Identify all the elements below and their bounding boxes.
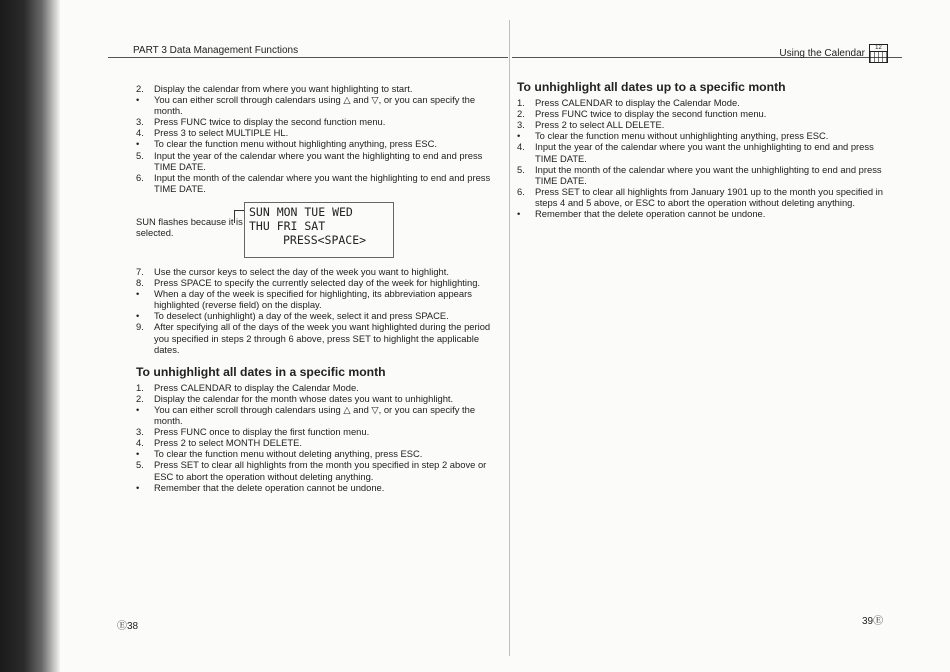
right-column xyxy=(517,82,887,219)
list-marker: 3. xyxy=(136,116,144,128)
list-item xyxy=(136,83,506,94)
list-marker: 5. xyxy=(136,149,144,161)
list-marker: 6. xyxy=(517,185,525,197)
list-item xyxy=(136,277,506,288)
list-text: Input the year of the calendar where you want the highlighting to end and press TIME DATE. xyxy=(154,149,483,172)
display-callout xyxy=(136,198,506,260)
list-text: To deselect (unhighlight) a day of the week, select it and press SPACE. xyxy=(154,310,449,322)
list-text: Press FUNC twice to display the second function menu. xyxy=(535,108,767,120)
list-marker: 9. xyxy=(136,321,144,333)
list-item xyxy=(136,426,506,437)
list-marker: • xyxy=(136,448,140,460)
list-item xyxy=(517,208,887,219)
scan-edge xyxy=(0,0,60,672)
list-marker: • xyxy=(136,481,140,493)
list-item xyxy=(517,119,887,130)
list-text: You can either scroll through calendars using △ and ▽, or you can specify the month. xyxy=(154,94,476,117)
header-left: PART 3 Data Management Functions xyxy=(133,45,299,56)
list-text: Display the calendar from where you want highlighting to start. xyxy=(154,83,413,94)
list-marker: 7. xyxy=(136,265,144,277)
list-item xyxy=(136,288,506,310)
list-item xyxy=(517,97,887,108)
list-text: When a day of the week is specified for highlighting, its abbreviation appears highlighted (reverse field) on the display. xyxy=(154,288,472,311)
lcd-line-3: PRESS<SPACE> xyxy=(283,232,367,247)
list-text: Press 3 to select MULTIPLE HL. xyxy=(154,127,289,139)
list-item xyxy=(136,404,506,426)
list-marker: 2. xyxy=(136,392,144,404)
left-later-list xyxy=(136,266,506,355)
list-item xyxy=(136,393,506,404)
left-column xyxy=(136,83,506,493)
list-marker: 3. xyxy=(517,119,525,131)
list-text: Press 2 to select MONTH DELETE. xyxy=(154,437,302,449)
list-item xyxy=(136,482,506,493)
list-item xyxy=(136,127,506,138)
right-section-list xyxy=(517,97,887,219)
list-marker: • xyxy=(136,138,140,150)
list-text: To clear the function menu without highlighting anything, press ESC. xyxy=(154,138,437,150)
list-marker: 5. xyxy=(517,163,525,175)
header-right xyxy=(779,44,888,63)
list-marker: • xyxy=(136,403,140,415)
list-text: To clear the function menu without unhighlighting anything, press ESC. xyxy=(535,130,829,142)
list-marker: • xyxy=(517,208,521,220)
list-marker: 2. xyxy=(517,108,525,120)
callout-label: SUN flashes because it is selected. xyxy=(136,215,243,238)
header-rule-left xyxy=(108,57,508,58)
page-gutter xyxy=(509,20,510,656)
list-item xyxy=(136,138,506,149)
list-text: Press SET to clear all highlights from the month you specified in step 2 above or ESC to abort the operation without deleting anything. xyxy=(154,459,487,482)
header-right-label: Using the Calendar xyxy=(779,48,865,59)
calendar-icon: 12 xyxy=(869,44,888,63)
list-marker: 4. xyxy=(136,127,144,139)
list-text: Press FUNC once to display the first function menu. xyxy=(154,426,370,438)
list-marker: 6. xyxy=(136,171,144,183)
list-text: Press SET to clear all highlights from January 1901 up to the month you specified in steps 4 and 5 above, or ESC to abort the operation without deleting anything. xyxy=(535,185,883,208)
list-item xyxy=(136,266,506,277)
list-text: Press FUNC twice to display the second function menu. xyxy=(154,116,386,128)
list-text: Press CALENDAR to display the Calendar Mode. xyxy=(154,381,359,393)
list-marker: 8. xyxy=(136,277,144,289)
list-text: Input the year of the calendar where you want the unhighlighting to end and press TIME DATE. xyxy=(535,141,874,164)
lcd-line-1: SUN MON TUE WED xyxy=(249,204,353,219)
lcd-screen xyxy=(244,202,394,258)
list-text: After specifying all of the days of the week you want highlighted during the period you specified in steps 2 through 6 above, press SET to highlight the applicable dates. xyxy=(154,321,491,355)
list-marker: 3. xyxy=(136,426,144,438)
list-item xyxy=(136,94,506,116)
lcd-line-2: THU FRI SAT xyxy=(249,218,326,233)
list-marker: • xyxy=(517,130,521,142)
list-text: Input the month of the calendar where you want the highlighting to end and press TIME DATE. xyxy=(154,171,491,194)
list-item xyxy=(136,116,506,127)
list-marker: 1. xyxy=(136,381,144,393)
list-item xyxy=(136,459,506,481)
list-marker: 4. xyxy=(136,437,144,449)
right-section-title: To unhighlight all dates up to a specific month xyxy=(517,80,786,94)
list-marker: 5. xyxy=(136,459,144,471)
list-item xyxy=(136,310,506,321)
list-item xyxy=(136,150,506,172)
list-text: Input the month of the calendar where you want the unhighlighting to end and press TIME DATE. xyxy=(535,163,882,186)
page-number-right: 39Ⓔ xyxy=(862,616,884,627)
list-text: Display the calendar for the month whose dates you want to unhighlight. xyxy=(154,392,454,404)
list-item xyxy=(517,141,887,163)
list-text: Press CALENDAR to display the Calendar Mode. xyxy=(535,97,740,109)
list-item xyxy=(517,164,887,186)
left-intro-list xyxy=(136,83,506,194)
list-item xyxy=(136,172,506,194)
list-item xyxy=(136,437,506,448)
page-number-left: Ⓔ38 xyxy=(117,621,139,632)
list-marker: 1. xyxy=(517,97,525,109)
left-section-list xyxy=(136,382,506,493)
list-item xyxy=(136,321,506,354)
list-text: Use the cursor keys to select the day of the week you want to highlight. xyxy=(154,265,449,277)
list-text: Remember that the delete operation cannot be undone. xyxy=(154,481,385,493)
list-item xyxy=(517,186,887,208)
list-text: Remember that the delete operation cannot be undone. xyxy=(535,208,766,220)
list-marker: • xyxy=(136,94,140,106)
left-section-title: To unhighlight all dates in a specific month xyxy=(136,364,386,379)
list-item xyxy=(136,382,506,393)
list-marker: 4. xyxy=(517,141,525,153)
list-item xyxy=(517,108,887,119)
list-item xyxy=(517,130,887,141)
list-item xyxy=(136,448,506,459)
list-marker: • xyxy=(136,288,140,300)
list-marker: 2. xyxy=(136,83,144,94)
list-text: Press SPACE to specify the currently selected day of the week for highlighting. xyxy=(154,277,481,289)
list-text: You can either scroll through calendars using △ and ▽, or you can specify the month. xyxy=(154,403,476,427)
list-text: Press 2 to select ALL DELETE. xyxy=(535,119,665,131)
list-marker: • xyxy=(136,310,140,322)
list-text: To clear the function menu without deleting anything, press ESC. xyxy=(154,448,423,460)
